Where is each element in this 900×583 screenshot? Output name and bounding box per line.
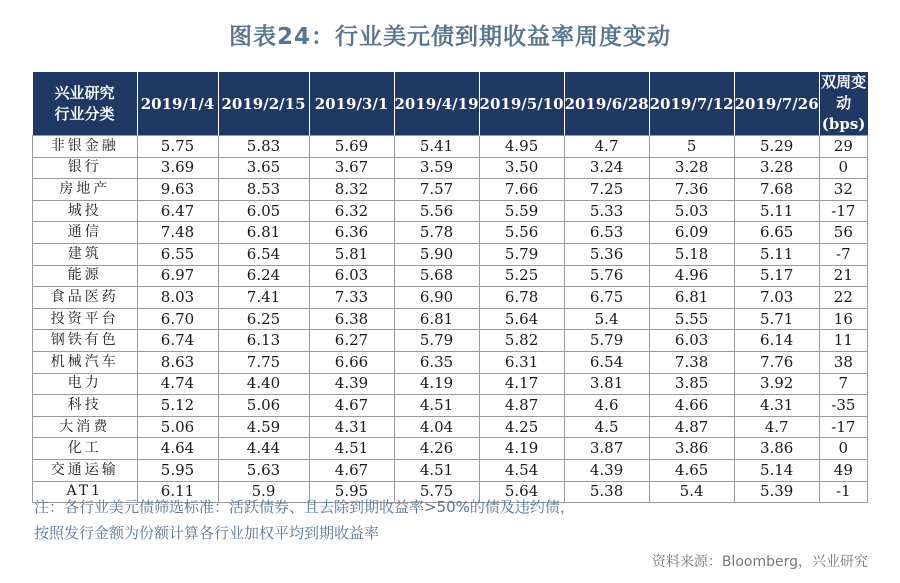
- change-cell: -17: [819, 200, 867, 222]
- source-note: 资料来源：Bloomberg，兴业研究: [651, 554, 868, 570]
- change-cell: -17: [819, 416, 867, 438]
- yield-cell: 6.36: [309, 222, 394, 244]
- yield-cell: 5.79: [394, 330, 479, 352]
- yield-cell: 5.95: [309, 481, 394, 503]
- table-row: [33, 395, 868, 417]
- yield-table: [32, 72, 868, 503]
- yield-cell: 4.51: [394, 395, 479, 417]
- yield-cell: 6.65: [734, 222, 819, 244]
- change-cell: 0: [819, 157, 867, 179]
- yield-cell: 5.56: [394, 200, 479, 222]
- yield-cell: 4.04: [394, 416, 479, 438]
- yield-cell: 4.66: [649, 395, 734, 417]
- yield-cell: 4.7: [734, 416, 819, 438]
- industry-cell: 大消费: [33, 416, 138, 438]
- yield-cell: 4.95: [479, 136, 564, 158]
- change-cell: -1: [819, 481, 867, 503]
- change-cell: -7: [819, 243, 867, 265]
- yield-cell: 5.63: [218, 459, 309, 481]
- yield-cell: 7.76: [734, 351, 819, 373]
- yield-cell: 5.36: [564, 243, 649, 265]
- yield-cell: 7.36: [649, 179, 734, 201]
- yield-cell: 4.87: [479, 395, 564, 417]
- yield-cell: 7.33: [309, 287, 394, 309]
- yield-cell: 6.31: [479, 351, 564, 373]
- yield-cell: 6.75: [564, 287, 649, 309]
- yield-cell: 6.90: [394, 287, 479, 309]
- yield-cell: 5.39: [734, 481, 819, 503]
- header-date: 2019/3/1: [309, 72, 394, 136]
- yield-cell: 6.09: [649, 222, 734, 244]
- change-cell: 29: [819, 136, 867, 158]
- yield-cell: 3.50: [479, 157, 564, 179]
- yield-cell: 7.38: [649, 351, 734, 373]
- industry-cell: 建筑: [33, 243, 138, 265]
- yield-cell: 5.56: [479, 222, 564, 244]
- yield-cell: 7.57: [394, 179, 479, 201]
- yield-cell: 5: [649, 136, 734, 158]
- yield-cell: 4.65: [649, 459, 734, 481]
- header-date: 2019/6/28: [564, 72, 649, 136]
- change-cell: 21: [819, 265, 867, 287]
- yield-cell: 4.39: [564, 459, 649, 481]
- change-cell: 49: [819, 459, 867, 481]
- yield-cell: 4.19: [479, 438, 564, 460]
- yield-cell: 6.97: [137, 265, 218, 287]
- yield-cell: 5.76: [564, 265, 649, 287]
- industry-cell: 通信: [33, 222, 138, 244]
- table-row: [33, 243, 868, 265]
- yield-cell: 3.69: [137, 157, 218, 179]
- yield-cell: 5.95: [137, 459, 218, 481]
- yield-cell: 5.11: [734, 243, 819, 265]
- yield-cell: 3.87: [564, 438, 649, 460]
- yield-cell: 6.35: [394, 351, 479, 373]
- industry-cell: 钢铁有色: [33, 330, 138, 352]
- yield-cell: 6.03: [309, 265, 394, 287]
- yield-cell: 3.86: [734, 438, 819, 460]
- yield-cell: 4.5: [564, 416, 649, 438]
- industry-cell: 城投: [33, 200, 138, 222]
- yield-cell: 3.92: [734, 373, 819, 395]
- header-date: 2019/4/19: [394, 72, 479, 136]
- yield-cell: 3.81: [564, 373, 649, 395]
- yield-cell: 5.17: [734, 265, 819, 287]
- yield-cell: 4.74: [137, 373, 218, 395]
- yield-cell: 5.18: [649, 243, 734, 265]
- yield-cell: 6.32: [309, 200, 394, 222]
- yield-cell: 9.63: [137, 179, 218, 201]
- industry-cell: 科技: [33, 395, 138, 417]
- yield-cell: 5.81: [309, 243, 394, 265]
- yield-cell: 4.19: [394, 373, 479, 395]
- yield-cell: 5.69: [309, 136, 394, 158]
- yield-cell: 5.68: [394, 265, 479, 287]
- yield-cell: 5.82: [479, 330, 564, 352]
- change-cell: -35: [819, 395, 867, 417]
- yield-cell: 4.67: [309, 459, 394, 481]
- yield-cell: 5.64: [479, 308, 564, 330]
- yield-cell: 8.03: [137, 287, 218, 309]
- yield-cell: 6.13: [218, 330, 309, 352]
- header-date: 2019/7/12: [649, 72, 734, 136]
- yield-cell: 5.79: [479, 243, 564, 265]
- yield-cell: 6.55: [137, 243, 218, 265]
- yield-cell: 4.59: [218, 416, 309, 438]
- change-cell: 11: [819, 330, 867, 352]
- yield-cell: 5.38: [564, 481, 649, 503]
- yield-cell: 6.53: [564, 222, 649, 244]
- yield-cell: 3.28: [734, 157, 819, 179]
- yield-cell: 6.05: [218, 200, 309, 222]
- yield-cell: 5.06: [137, 416, 218, 438]
- table-row: [33, 287, 868, 309]
- yield-cell: 5.14: [734, 459, 819, 481]
- yield-cell: 8.32: [309, 179, 394, 201]
- table-row: [33, 416, 868, 438]
- yield-cell: 5.64: [479, 481, 564, 503]
- industry-cell: 化工: [33, 438, 138, 460]
- yield-cell: 5.06: [218, 395, 309, 417]
- yield-cell: 3.67: [309, 157, 394, 179]
- yield-cell: 3.86: [649, 438, 734, 460]
- header-date: 2019/2/15: [218, 72, 309, 136]
- table-header-row: [33, 72, 868, 136]
- industry-cell: AT1: [33, 481, 138, 503]
- yield-cell: 6.24: [218, 265, 309, 287]
- industry-cell: 电力: [33, 373, 138, 395]
- industry-cell: 交通运输: [33, 459, 138, 481]
- table-row: [33, 157, 868, 179]
- yield-cell: 5.41: [394, 136, 479, 158]
- footnote-line1: 注：各行业美元债筛选标准：活跃债券、且去除到期收益率>50%的债及违约债，: [34, 498, 575, 516]
- change-cell: 22: [819, 287, 867, 309]
- yield-cell: 4.31: [734, 395, 819, 417]
- yield-cell: 7.68: [734, 179, 819, 201]
- yield-cell: 6.38: [309, 308, 394, 330]
- yield-cell: 4.17: [479, 373, 564, 395]
- header-date: 2019/1/4: [137, 72, 218, 136]
- change-cell: 0: [819, 438, 867, 460]
- header-date: 2019/7/26: [734, 72, 819, 136]
- header-change-line2: (bps): [821, 115, 866, 133]
- header-date: 2019/5/10: [479, 72, 564, 136]
- yield-cell: 6.14: [734, 330, 819, 352]
- yield-cell: 4.64: [137, 438, 218, 460]
- yield-cell: 7.25: [564, 179, 649, 201]
- table-row: [33, 438, 868, 460]
- yield-cell: 7.75: [218, 351, 309, 373]
- yield-cell: 6.70: [137, 308, 218, 330]
- header-industry-line2: 行业分类: [54, 104, 115, 123]
- yield-cell: 3.24: [564, 157, 649, 179]
- table-row: [33, 222, 868, 244]
- yield-cell: 5.78: [394, 222, 479, 244]
- yield-cell: 5.03: [649, 200, 734, 222]
- industry-cell: 投资平台: [33, 308, 138, 330]
- yield-cell: 7.41: [218, 287, 309, 309]
- yield-cell: 5.25: [479, 265, 564, 287]
- yield-cell: 4.87: [649, 416, 734, 438]
- yield-cell: 5.9: [218, 481, 309, 503]
- yield-cell: 6.47: [137, 200, 218, 222]
- table-row: [33, 373, 868, 395]
- yield-cell: 6.54: [218, 243, 309, 265]
- header-change-line1: 双周变动: [821, 73, 867, 112]
- yield-cell: 5.12: [137, 395, 218, 417]
- table-row: [33, 179, 868, 201]
- table-body: [33, 136, 868, 503]
- yield-cell: 8.63: [137, 351, 218, 373]
- yield-cell: 6.25: [218, 308, 309, 330]
- table-row: [33, 459, 868, 481]
- industry-cell: 食品医药: [33, 287, 138, 309]
- header-industry: [33, 72, 138, 136]
- yield-cell: 5.59: [479, 200, 564, 222]
- table-row: [33, 351, 868, 373]
- yield-cell: 5.33: [564, 200, 649, 222]
- yield-cell: 6.78: [479, 287, 564, 309]
- yield-cell: 4.39: [309, 373, 394, 395]
- yield-cell: 5.90: [394, 243, 479, 265]
- yield-cell: 8.53: [218, 179, 309, 201]
- yield-cell: 5.79: [564, 330, 649, 352]
- table-row: [33, 265, 868, 287]
- yield-cell: 7.48: [137, 222, 218, 244]
- table-row: [33, 330, 868, 352]
- yield-cell: 6.54: [564, 351, 649, 373]
- footnote-line2: 按照发行金额为份额计算各行业加权平均到期收益率: [34, 524, 380, 542]
- yield-cell: 6.74: [137, 330, 218, 352]
- yield-cell: 4.51: [309, 438, 394, 460]
- industry-cell: 非银金融: [33, 136, 138, 158]
- yield-cell: 6.03: [649, 330, 734, 352]
- yield-cell: 5.4: [649, 481, 734, 503]
- yield-cell: 5.71: [734, 308, 819, 330]
- yield-cell: 4.26: [394, 438, 479, 460]
- yield-cell: 4.44: [218, 438, 309, 460]
- change-cell: 56: [819, 222, 867, 244]
- yield-cell: 6.81: [394, 308, 479, 330]
- yield-cell: 4.67: [309, 395, 394, 417]
- yield-cell: 3.65: [218, 157, 309, 179]
- table-row: [33, 200, 868, 222]
- yield-cell: 5.55: [649, 308, 734, 330]
- yield-cell: 3.59: [394, 157, 479, 179]
- yield-cell: 4.25: [479, 416, 564, 438]
- yield-cell: 5.11: [734, 200, 819, 222]
- page-title: 图表24：行业美元债到期收益率周度变动: [228, 24, 671, 50]
- header-industry-line1: 兴业研究: [54, 83, 115, 102]
- yield-cell: 5.29: [734, 136, 819, 158]
- yield-cell: 3.85: [649, 373, 734, 395]
- table-row: [33, 136, 868, 158]
- change-cell: 38: [819, 351, 867, 373]
- yield-cell: 6.81: [218, 222, 309, 244]
- change-cell: 32: [819, 179, 867, 201]
- header-change: [819, 72, 867, 136]
- yield-cell: 6.81: [649, 287, 734, 309]
- yield-cell: 5.75: [137, 136, 218, 158]
- yield-cell: 4.31: [309, 416, 394, 438]
- change-cell: 16: [819, 308, 867, 330]
- change-cell: 7: [819, 373, 867, 395]
- yield-cell: 7.03: [734, 287, 819, 309]
- industry-cell: 能源: [33, 265, 138, 287]
- footnote: [34, 494, 575, 546]
- yield-cell: 6.27: [309, 330, 394, 352]
- yield-cell: 4.6: [564, 395, 649, 417]
- yield-cell: 7.66: [479, 179, 564, 201]
- industry-cell: 房地产: [33, 179, 138, 201]
- yield-cell: 3.28: [649, 157, 734, 179]
- yield-cell: 4.51: [394, 459, 479, 481]
- yield-cell: 5.4: [564, 308, 649, 330]
- yield-cell: 6.11: [137, 481, 218, 503]
- yield-cell: 4.96: [649, 265, 734, 287]
- table-row: [33, 308, 868, 330]
- industry-cell: 银行: [33, 157, 138, 179]
- yield-cell: 5.75: [394, 481, 479, 503]
- yield-cell: 6.66: [309, 351, 394, 373]
- industry-cell: 机械汽车: [33, 351, 138, 373]
- yield-cell: 4.7: [564, 136, 649, 158]
- yield-cell: 4.54: [479, 459, 564, 481]
- yield-cell: 5.83: [218, 136, 309, 158]
- yield-cell: 4.40: [218, 373, 309, 395]
